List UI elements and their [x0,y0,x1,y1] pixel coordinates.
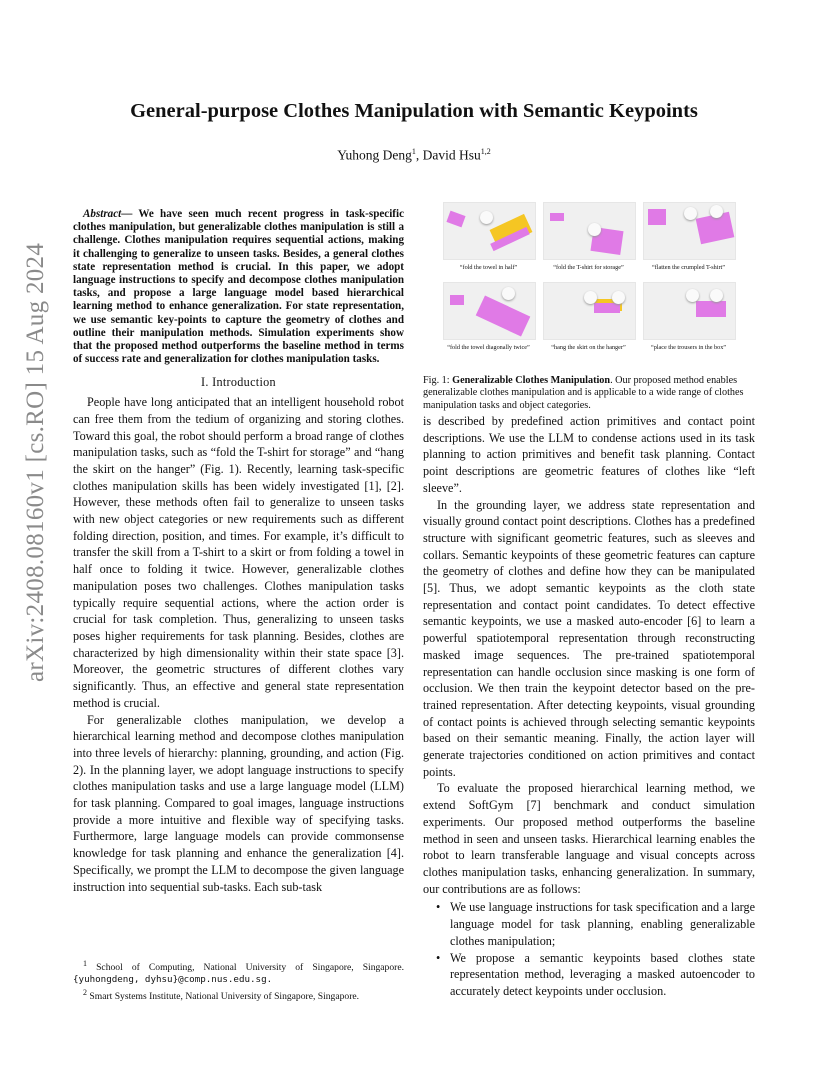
figure-caption-label: Fig. 1: [423,375,453,386]
figure-panel-flatten-tshirt [643,202,736,260]
contribution-list [423,899,755,999]
figure-caption-text: . Our proposed method enables generalizable clothes manipulation and is applicable to a wide range of clothes manipulation tasks and object categories. [423,375,744,411]
figure-1 [443,202,736,365]
author-1: Yuhong Deng [337,147,412,163]
arxiv-side-stamp: arXiv:2408.08160v1 [cs.RO] 15 Aug 2024 [22,242,49,682]
footnote-2-text: Smart Systems Institute, National University of Singapore, Singapore. [89,990,360,1002]
figure-panel-place-trousers [643,282,736,340]
figure-panel-hang-skirt [543,282,636,340]
figure-caption-5: “hang the skirt on the hanger” [551,344,626,351]
figure-panel-fold-towel-twice [443,282,536,340]
paper-title: General-purpose Clothes Manipulation with Semantic Keypoints [130,100,698,122]
figure-1-caption [423,375,757,412]
figure-caption-title: Generalizable Clothes Manipulation [452,375,611,386]
right-paragraph-2: In the grounding layer, we address state representation and visually ground contact point descriptions. Clothes has a predefined structure with significant geometric features, such as sleeves and collars. Semantic keypoints of these geometric features can capture the geometry of clothes and define how they can be manipulated [5]. Thus, we adopt semantic keypoints as the cloth state representation and contact point candidates. To detect effective semantic keypoints, we use a masked auto-encoder [6] to learn a powerful spatiotemporal representation through reconstructing masked image sequences. The pre-trained spatiotemporal representation can handle occlusion since masking is one form of occlusion. We then train the keypoint detector based on the pre-trained representation. After detecting keypoints, visual grounding of contact points is achieved through selecting semantic keypoints based on their semantic meaning. Finally, the action layer will generate trajectories conditioned on action primitives and contact points. [423,497,755,779]
intro-paragraph-2: For generalizable clothes manipulation, we develop a hierarchical learning method and decompose clothes manipulation into three levels of hierarchy: planning, grounding, and action (Fig. 2). In the planning layer, we adopt language instructions to specify clothes manipulation tasks and use a large language model (LLM) for task planning. Compared to goal images, language instructions provide a more intuitive and flexible way of specifying tasks. Furthermore, large language models can provide commonsense knowledge for task planning and enhance the generalization [4]. Specifically, we prompt the LLM to decompose the given language instruction into sequential sub-tasks. Each sub-task [73,712,404,894]
abstract [73,208,404,366]
footnote-1-text: School of Computing, National University of Singapore, Singapore. [96,962,404,974]
footnote-1 [73,958,404,987]
right-paragraph-1: is described by predefined action primitives and contact point descriptions. We use the LLM to condense actions used in its task planning to action primitives and benefit task planning. Contact point descriptions are geometric features of clothes like “left sleeve”. [423,414,755,495]
right-paragraph-3: To evaluate the proposed hierarchical learning method, we extend SoftGym [7] benchmark and conduct simulation experiments. Our proposed method outperforms the baseline method in seen and unseen tasks. Hierarchical learning enables the robot to learn transferable language and visual concepts across clothes manipulation tasks, enhancing generalization. In summary, our contributions are as follows: [423,781,755,896]
author-2: David Hsu [422,147,481,163]
footnote-email[interactable]: {yuhongdeng, dyhsu}@comp.nus.edu.sg. [73,974,273,986]
left-column [73,208,404,895]
figure-caption-3: “flatten the crumpled T-shirt” [651,264,726,271]
footnote-2 [73,987,404,1003]
right-column [423,413,755,1000]
footnote-2-mark: 2 [83,987,87,997]
figure-caption-1: “fold the towel in half” [459,264,518,271]
author-separator: , [415,147,423,163]
figure-panel-fold-tshirt [543,202,636,260]
abstract-text: We have seen much recent progress in task-specific clothes manipulation, but generalizable clothes manipulation is still a challenge. Clothes manipulation requires sequential actions, making it challenging to generalize to unseen tasks. Besides, a general clothes state representation method is crucial. In this paper, we adopt language instructions to specify and decompose clothes manipulation tasks, and propose a large language model based hierarchical learning method to enhance generalization. For state representation, we use semantic key-points to capture the geometry of clothes and outline their manipulation methods. Simulation experiments show that the proposed method outperforms the baseline method in terms of success rate and generalization for clothes manipulation tasks. [73,208,404,366]
author-2-affil: 1,2 [480,147,491,156]
abstract-label: Abstract [83,208,122,220]
contribution-item: • We propose a semantic keypoints based clothes state representation method, leveraging a masked autoencoder to accurately detect keypoints under occlusion. [423,950,755,1000]
contribution-item: • We use language instructions for task specification and a large language model for task planning, enabling generalizable clothes manipulation; [423,899,755,949]
figure-panel-fold-towel [443,202,536,260]
figure-caption-4: “fold the towel diagonally twice” [447,344,530,351]
footnote-1-mark: 1 [83,959,87,968]
figure-caption-6: “place the trousers in the box” [650,344,727,351]
author-line [0,147,828,164]
footnotes [73,958,404,1003]
figure-caption-2: “fold the T-shirt for storage” [553,264,624,271]
intro-paragraph-1: People have long anticipated that an intelligent household robot can free them from the tedium of organizing and storing clothes. Toward this goal, the robot should perform a broad range of clothes manipulation tasks, such as “fold the T-shirt for storage” and “hang the skirt on the hanger” (Fig. 1). Recently, learning task-specific clothes manipulation skills has been widely investigated [1], [2]. However, these methods often fail to generalize to unseen tasks with new object categories or new requirements such as different folding direction, position, and times. For example, it’s difficult to transfer the skill from a T-shirt to a skirt or from folding a towel in half once to folding it twice. However, generalizable clothes manipulation poses two challenges. Clothes manipulation tasks typically require sequential actions, where the action order is crucial for task completion. Thus, generalizing to unseen tasks poses higher requirements for task planning. Besides, clothes are characterized by high dimensionality within their state space [3]. Moreover, the geometric structures of different clothes vary significantly. Thus, an effective and general state representation method is crucial. [73,395,404,710]
section-heading-introduction: I. Introduction [201,375,276,390]
author-1-affil: 1 [411,147,416,156]
abstract-dash: — [121,208,139,220]
